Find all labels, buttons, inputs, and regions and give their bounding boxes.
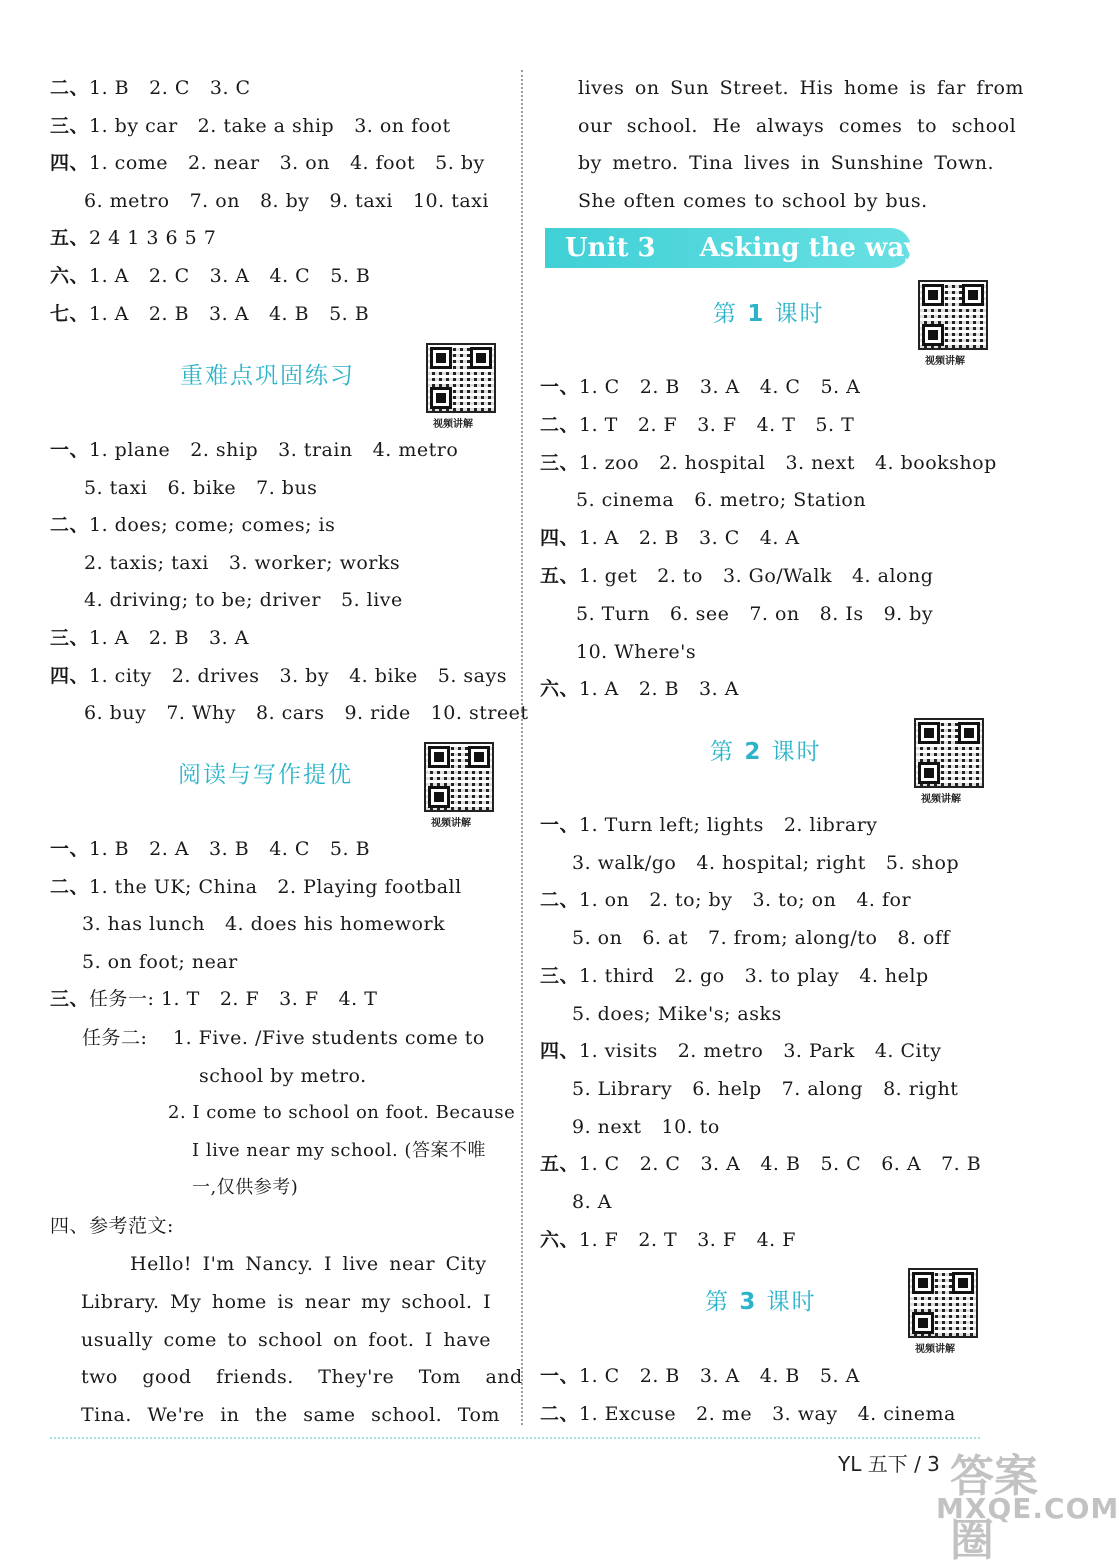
answer-item: 3. A [699, 376, 740, 398]
section-number: 二、 [540, 889, 580, 912]
answer-item: 4. for [856, 889, 912, 912]
answer-item: 2. B [639, 1365, 680, 1387]
answer-row [540, 963, 929, 989]
answer-row [572, 925, 950, 951]
answer-item: 2 4 1 3 6 5 7 [89, 227, 217, 250]
answer-item: 4. cinema [857, 1402, 956, 1425]
answer-item: 2. go [674, 964, 725, 987]
answer-item: 9. by [883, 602, 934, 625]
answer-item: 3. on [279, 152, 330, 175]
section-number: 二、 [540, 413, 580, 436]
answer-item: 4. C [759, 376, 801, 398]
answer-row [50, 225, 216, 251]
answer-item: 5. T [815, 413, 855, 436]
answer-item: 2. B [148, 627, 190, 649]
answer-row [50, 836, 370, 862]
answer-item: 4. bookshop [874, 451, 997, 474]
answer-item: 2. B [148, 302, 190, 325]
answer-row [50, 437, 458, 463]
answer-item: 8. off [897, 927, 951, 950]
answer-item: 2. take a ship [197, 114, 335, 137]
answer-row [82, 911, 445, 937]
answer-item: 1. A [89, 627, 129, 649]
answer-item: 6. help [692, 1077, 762, 1100]
answer-row [84, 700, 529, 726]
essay-line: usually come to school on foot. I have [81, 1329, 492, 1351]
answer-item: 2. me [696, 1402, 753, 1425]
answer-row [50, 263, 370, 289]
essay-line: Hello! I'm Nancy. I live near City [130, 1253, 487, 1275]
answer-row [540, 1038, 942, 1064]
watermark [930, 1440, 1119, 1566]
answer-item: 7. Why [166, 702, 236, 725]
answer-item: 2. A [149, 838, 190, 860]
answer-item: 1. B [89, 838, 130, 860]
answer-item: 3. train [278, 439, 353, 461]
answer-item: 8. by [259, 189, 310, 212]
section-number: 五、 [540, 1153, 580, 1176]
answer-item: 6. metro; Station [694, 489, 867, 512]
answer-item: 3. C [209, 77, 251, 99]
section-number: 三、 [50, 627, 90, 649]
answer-item: 3. worker; works [228, 551, 401, 574]
answer-item: 4. T [338, 988, 378, 1011]
answer-item: 4. foot [349, 152, 416, 175]
qr-label: 视频讲解 [431, 818, 471, 829]
answer-item: 2. near [188, 152, 260, 175]
answer-row [540, 1151, 981, 1177]
answer-line: school by metro. [199, 1065, 367, 1087]
answer-item: 3. Park [783, 1040, 855, 1063]
answer-row [50, 512, 335, 538]
answer-item: 4. driving; to be; driver [84, 589, 321, 612]
essay-line: two good friends. They're Tom and [81, 1366, 523, 1388]
section-number: 六、 [540, 1228, 580, 1251]
answer-item: 2. T [638, 1228, 678, 1251]
section-number: 四、 [540, 527, 580, 550]
answer-item: 2. ship [190, 439, 259, 461]
answer-item: 8. right [883, 1077, 959, 1100]
answer-item: 3. A [209, 627, 249, 649]
section-number: 三、 [540, 964, 580, 987]
answer-row [50, 150, 485, 176]
answer-item: 1. C [579, 1153, 620, 1176]
answer-item: 4. C [269, 265, 311, 287]
answer-item: 6. buy [84, 702, 147, 725]
answer-item: 3. has lunch [82, 913, 205, 936]
answer-item: 3. F [279, 988, 319, 1011]
answer-item: 3. on foot [354, 114, 451, 137]
answer-row [572, 1001, 782, 1027]
answer-item: 4. along [851, 565, 934, 587]
answer-item: 2. B [638, 678, 680, 701]
answer-item: 3. A [699, 1365, 740, 1387]
answer-item: 3. A [699, 678, 739, 701]
answer-row [84, 587, 403, 613]
answer-item: 1. A [579, 527, 619, 550]
answer-item: 3. B [209, 838, 250, 860]
section-number: 六、 [540, 678, 580, 701]
answer-item: 1. A [89, 265, 129, 287]
answer-item: 3. C [699, 527, 740, 550]
answer-item: 8. Is [819, 602, 864, 625]
qr-code [424, 742, 494, 812]
answer-item: 4. City [874, 1040, 942, 1063]
answer-item: 3. A [209, 302, 249, 325]
essay-label: 四、参考范文: [50, 1215, 174, 1237]
answer-item: 2. taxis; taxi [84, 551, 209, 574]
answer-row [576, 639, 696, 665]
lesson-heading: 第 3 课时 [705, 1289, 817, 1315]
answer-row [572, 1114, 720, 1140]
answer-item: 5. taxi [84, 476, 148, 499]
answer-item: 2. drives [171, 664, 260, 687]
answer-item: 1. A [89, 302, 129, 325]
answer-item: 4. hospital; right [696, 851, 866, 874]
lesson-heading: 第 1 课时 [713, 301, 825, 327]
answer-item: 4. B [760, 1153, 801, 1176]
answer-item: 7. B [941, 1153, 982, 1176]
answer-item: 1. A [579, 678, 619, 701]
answer-row [540, 676, 739, 702]
section-number: 二、 [50, 514, 90, 537]
answer-item: 3. way [772, 1402, 838, 1425]
answer-item: 5. B [329, 838, 371, 860]
section-heading-review: 重难点巩固练习 [180, 363, 355, 389]
answer-line: 一,仅供参考) [192, 1177, 299, 1198]
answer-item: 1. C [579, 1365, 620, 1387]
answer-line: I live near my school. (答案不唯 [192, 1140, 486, 1161]
answer-row [540, 374, 860, 400]
answer-row [84, 550, 400, 576]
answer-row [540, 450, 997, 476]
answer-item: 3. by [279, 664, 330, 687]
section-number: 二、 [50, 77, 90, 99]
answer-item: 1. third [579, 964, 655, 987]
answer-row [572, 1076, 958, 1102]
answer-item: 1. come [89, 152, 169, 175]
section-number: 五、 [540, 565, 580, 587]
answer-item: 5. by [435, 152, 485, 175]
answer-row [50, 113, 451, 139]
task2-label: 任务二: [82, 1027, 148, 1049]
answer-item: 9. ride [344, 702, 411, 725]
answer-item: 7. along [781, 1077, 864, 1100]
answer-item: 6. at [642, 927, 688, 950]
answer-item: 2. F [637, 413, 678, 436]
section-number: 四、 [540, 1040, 580, 1063]
qr-label: 视频讲解 [915, 1344, 955, 1355]
answer-item: 3. Go/Walk [722, 565, 832, 587]
section-number: 一、 [540, 376, 580, 398]
answer-item: 1. C [579, 376, 620, 398]
section-number: 三、 [50, 988, 90, 1011]
answer-item: 4. bike [349, 664, 418, 687]
qr-code [914, 718, 984, 788]
answer-item: 3. A [209, 265, 250, 287]
footer-divider [50, 1437, 980, 1439]
answer-item: 8. A [572, 1191, 612, 1213]
answer-item: 2. B [639, 376, 680, 398]
answer-row [540, 525, 800, 551]
answer-item: 5. on [572, 927, 623, 950]
essay-line: lives on Sun Street. His home is far from [578, 77, 1024, 99]
answer-item: 1. plane [89, 439, 171, 461]
answer-item: 2. metro [677, 1040, 764, 1063]
answer-item: 1. Turn left; lights [579, 814, 764, 836]
essay-line: by metro. Tina lives in Sunshine Town. [578, 152, 994, 174]
watermark-domain: MXQE.COM [936, 1492, 1119, 1525]
answer-item: 5. cinema [576, 489, 675, 512]
answer-item: 6. see [669, 602, 730, 625]
answer-item: 5. does; Mike's; asks [572, 1002, 782, 1025]
answer-item: 1. get [579, 565, 638, 587]
answer-item: 3. F [697, 1228, 737, 1251]
answer-item: 3. next [785, 451, 855, 474]
section-number: 五、 [50, 227, 90, 250]
answer-row [540, 1401, 956, 1427]
answer-item: 9. next [572, 1115, 642, 1138]
answer-item: 4. T [756, 413, 796, 436]
answer-item: 3. to; on [752, 889, 837, 912]
answer-item: 1. zoo [579, 451, 640, 474]
answer-item: 2. B [638, 527, 680, 550]
answer-row [50, 874, 462, 900]
answer-item: 4. A [759, 527, 800, 550]
section-number: 一、 [50, 439, 90, 461]
answer-row [576, 601, 933, 627]
answer-row [540, 412, 854, 438]
answer-row [50, 625, 249, 651]
answer-item: 5. C [820, 1153, 862, 1176]
answer-item: 4. C [269, 838, 310, 860]
answer-row [572, 850, 959, 876]
section-number: 四、 [50, 152, 90, 175]
section-number: 一、 [50, 838, 90, 860]
answer-item: 任务一: 1. T [89, 988, 200, 1011]
answer-item: 3. walk/go [572, 851, 677, 874]
answer-item: 3. A [700, 1153, 741, 1176]
answer-item: 10. street [430, 702, 529, 725]
section-number: 一、 [540, 1365, 580, 1387]
answer-item: 8. cars [255, 702, 325, 725]
answer-item: 2. library [783, 814, 878, 836]
answer-row [576, 487, 866, 513]
answer-row [540, 1363, 860, 1389]
answer-row [50, 301, 369, 327]
answer-row [540, 1227, 796, 1253]
answer-item: 2. hospital [659, 451, 766, 474]
qr-code [908, 1268, 978, 1338]
answer-item: 2. Playing football [277, 875, 462, 898]
answer-item: 1. on [579, 889, 630, 912]
section-number: 二、 [50, 875, 90, 898]
answer-line: 2. I come to school on foot. Because [168, 1102, 516, 1123]
answer-item: 1. B [89, 77, 130, 99]
answer-item: 5. Library [572, 1077, 673, 1100]
answer-row [50, 75, 251, 101]
answer-item: 1. the UK; China [89, 875, 258, 898]
answer-item: 4. metro [372, 439, 459, 461]
essay-line: She often comes to school by bus. [578, 190, 928, 212]
lesson-heading: 第 2 课时 [710, 739, 822, 765]
answer-item: 5. on foot; near [82, 950, 238, 973]
watermark-text: 答案圈 [950, 1451, 1038, 1566]
answer-row [50, 986, 377, 1012]
section-number: 三、 [540, 451, 580, 474]
section-number: 六、 [50, 265, 90, 287]
answer-item: 4. does his homework [224, 913, 446, 936]
answer-item: 2. C [639, 1153, 681, 1176]
column-divider [521, 70, 523, 1425]
answer-item: 4. B [759, 1365, 800, 1387]
qr-label: 视频讲解 [921, 794, 961, 805]
answer-row [540, 812, 878, 838]
answer-row [50, 663, 507, 689]
answer-item: 2. C [149, 77, 190, 99]
answer-item: 2. C [148, 265, 190, 287]
qr-label: 视频讲解 [433, 419, 473, 430]
essay-line: Library. My home is near my school. I [81, 1291, 492, 1313]
answer-row [84, 188, 489, 214]
answer-item: 1. city [89, 664, 152, 687]
section-number: 七、 [50, 302, 90, 325]
answer-row [540, 887, 911, 913]
answer-item: 4. help [859, 964, 929, 987]
answer-item: 3. to play [744, 964, 840, 987]
answer-item: 5. live [340, 589, 403, 612]
answer-item: 5. B [329, 302, 370, 325]
answer-item: 6. A [881, 1153, 922, 1176]
answer-item: 2. to [657, 565, 703, 587]
answer-item: 1. F [579, 1228, 619, 1251]
answer-item: 5. says [437, 664, 507, 687]
answer-item: 7. bus [256, 476, 318, 499]
answer-item: 6. metro [84, 189, 170, 212]
answer-item: 5. shop [885, 851, 960, 874]
qr-code [918, 280, 988, 350]
answer-row [84, 475, 317, 501]
answer-item: 1. visits [579, 1040, 658, 1063]
answer-item: 5. A [819, 1365, 860, 1387]
answer-item: 1. T [579, 413, 618, 436]
answer-item: 5. B [330, 265, 371, 287]
answer-item: 10. taxi [412, 189, 489, 212]
answer-row [572, 1189, 612, 1215]
section-number: 二、 [540, 1402, 580, 1425]
answer-item: 7. from; along/to [707, 927, 878, 950]
answer-row [540, 563, 933, 589]
answer-row [82, 949, 238, 975]
page-footer: YL 五下 / 3 [838, 1452, 940, 1476]
section-number: 一、 [540, 814, 580, 836]
section-number: 四、 [50, 664, 90, 687]
answer-item: 10. Where's [576, 640, 697, 663]
answer-item: 1. Excuse [579, 1402, 677, 1425]
answer-item: 4. B [268, 302, 310, 325]
answer-item: 2. F [219, 988, 260, 1011]
section-number: 三、 [50, 114, 90, 137]
answer-item: 5. Turn [576, 602, 650, 625]
essay-line: our school. He always comes to school [578, 115, 1017, 137]
qr-label: 视频讲解 [925, 356, 965, 367]
answer-item: 7. on [189, 189, 240, 212]
answer-item: 10. to [661, 1115, 720, 1138]
answer-item: 5. A [820, 376, 861, 398]
answer-item: 1. by car [89, 114, 178, 137]
answer-item: 4. F [756, 1228, 796, 1251]
answer-item: 2. to; by [649, 889, 733, 912]
answer-item: 1. does; come; comes; is [89, 514, 336, 537]
answer-item: 9. taxi [329, 189, 393, 212]
answer-item: 3. F [697, 413, 737, 436]
unit-banner: Unit 3 Asking the way [545, 228, 911, 268]
essay-line: Tina. We're in the same school. Tom [81, 1404, 500, 1426]
section-heading-reading: 阅读与写作提优 [178, 762, 353, 788]
answer-line: 1. Five. /Five students come to [173, 1027, 485, 1049]
answer-item: 7. on [749, 602, 800, 625]
answer-item: 6. bike [167, 476, 237, 499]
qr-code [426, 343, 496, 413]
